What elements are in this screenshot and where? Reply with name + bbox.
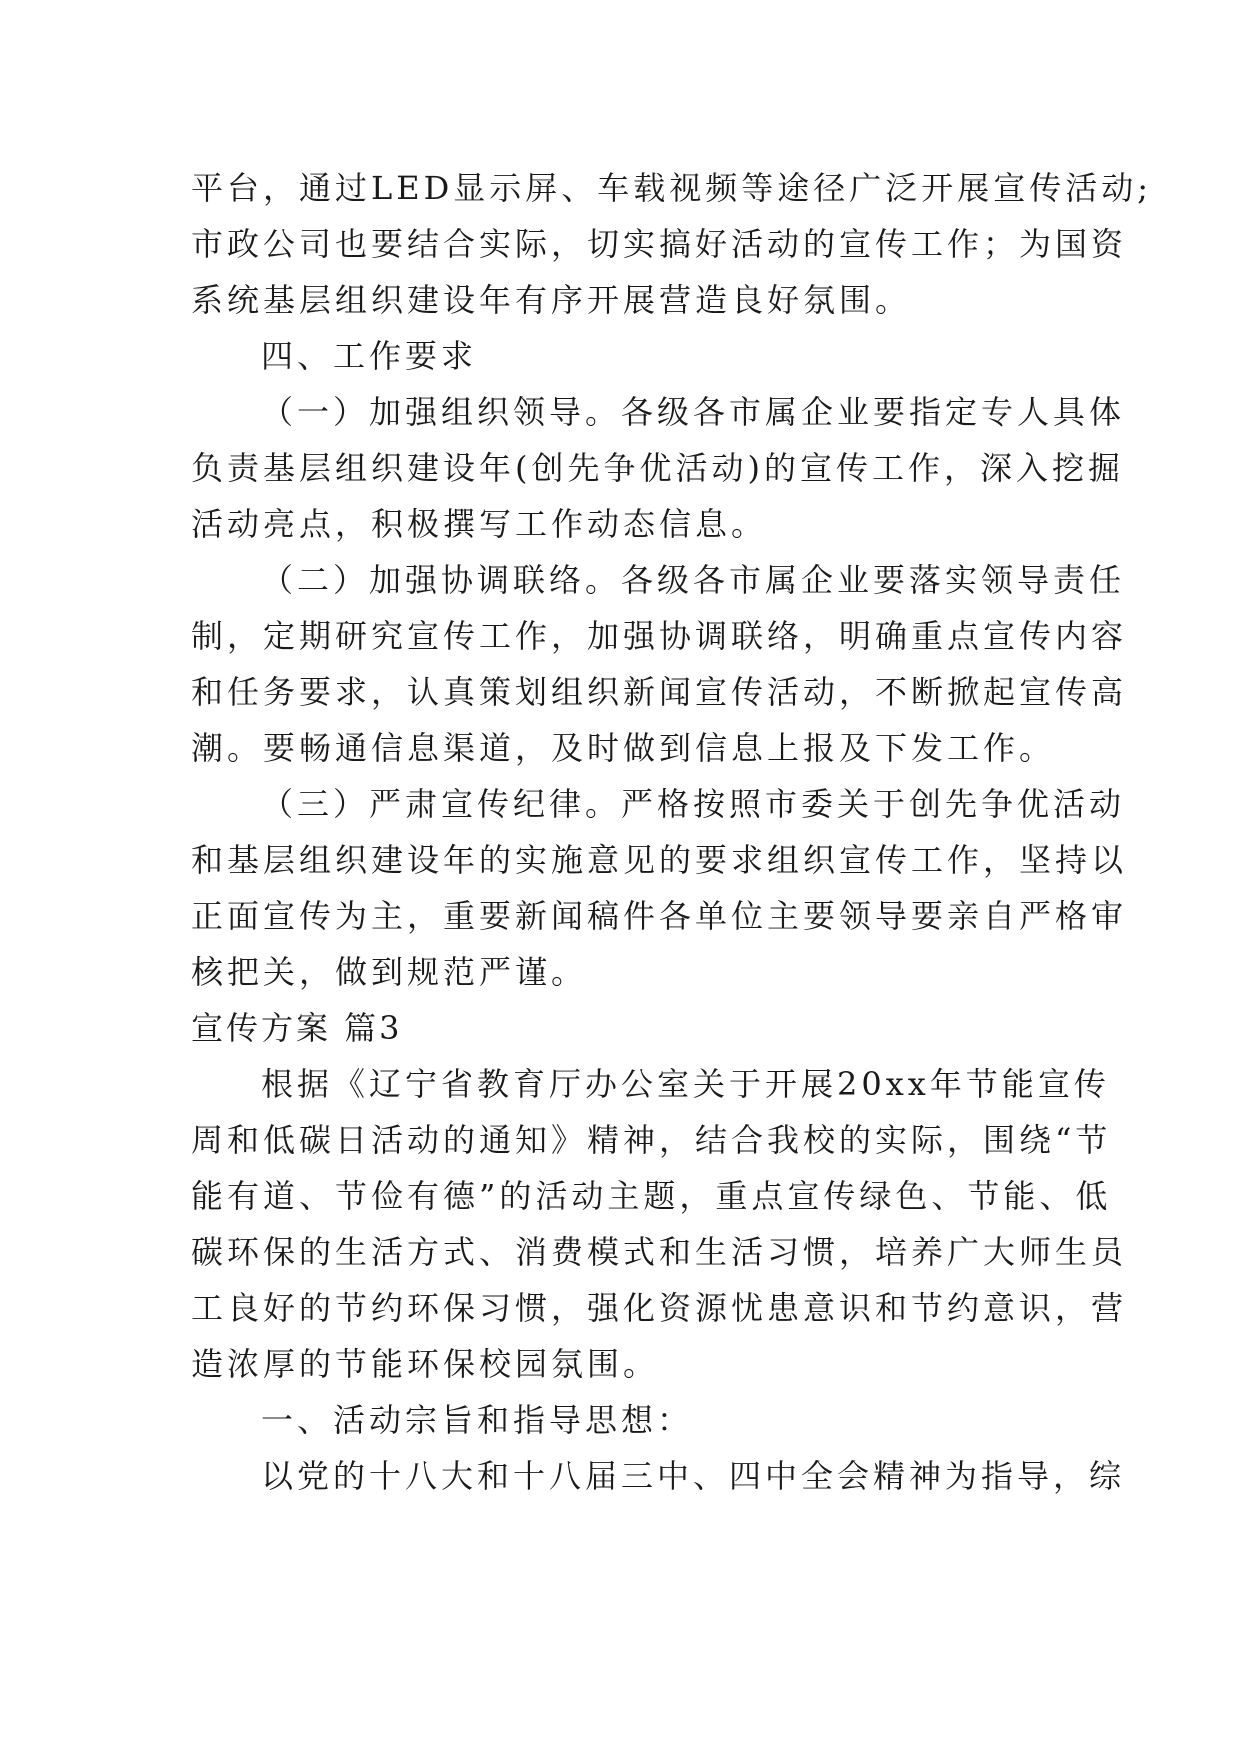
body-line: 和任务要求，认真策划组织新闻宣传活动，不断掀起宣传高 [191,673,1128,711]
body-line: 制，定期研究宣传工作，加强协调联络，明确重点宣传内容 [191,617,1128,655]
body-line: 潮。要畅通信息渠道，及时做到信息上报及下发工作。 [191,729,1056,767]
body-line: 市政公司也要结合实际，切实搞好活动的宣传工作；为国资 [191,225,1128,263]
document-body [191,160,1153,1504]
body-line: 造浓厚的节能环保校园氛围。 [191,1345,660,1383]
body-line: 负责基层组织建设年(创先争优活动)的宣传工作，深入挖掘 [191,449,1124,487]
body-line: 活动亮点，积极撰写工作动态信息。 [191,505,768,543]
chapter-title: 宣传方案 篇3 [191,1009,403,1047]
body-line: 能有道、节俭有德”的活动主题，重点宣传绿色、节能、低 [191,1177,1112,1215]
body-line: （三）严肃宣传纪律。严格按照市委关于创先争优活动 [261,785,1126,823]
body-line: （二）加强协调联络。各级各市属企业要落实领导责任 [261,561,1126,599]
body-line: 碳环保的生活方式、消费模式和生活习惯，培养广大师生员 [191,1233,1128,1271]
body-line: 平台，通过LED显示屏、车载视频等途径广泛开展宣传活动; [191,169,1153,207]
body-line: 工良好的节约环保习惯，强化资源忧患意识和节约意识，营 [191,1289,1128,1327]
body-line: 以党的十八大和十八届三中、四中全会精神为指导，综 [261,1457,1126,1495]
body-line: （一）加强组织领导。各级各市属企业要指定专人具体 [261,393,1126,431]
body-line: 和基层组织建设年的实施意见的要求组织宣传工作，坚持以 [191,841,1128,879]
body-line: 周和低碳日活动的通知》精神，结合我校的实际，围绕“节 [191,1121,1112,1159]
section-heading: 四、工作要求 [261,337,478,375]
section-heading: 一、活动宗旨和指导思想： [261,1401,694,1439]
body-line: 核把关，做到规范严谨。 [191,953,588,991]
body-line: 正面宣传为主，重要新闻稿件各单位主要领导要亲自严格审 [191,897,1128,935]
body-line: 根据《辽宁省教育厅办公室关于开展20xx年节能宣传 [261,1065,1110,1103]
body-line: 系统基层组织建设年有序开展营造良好氛围。 [191,281,912,319]
